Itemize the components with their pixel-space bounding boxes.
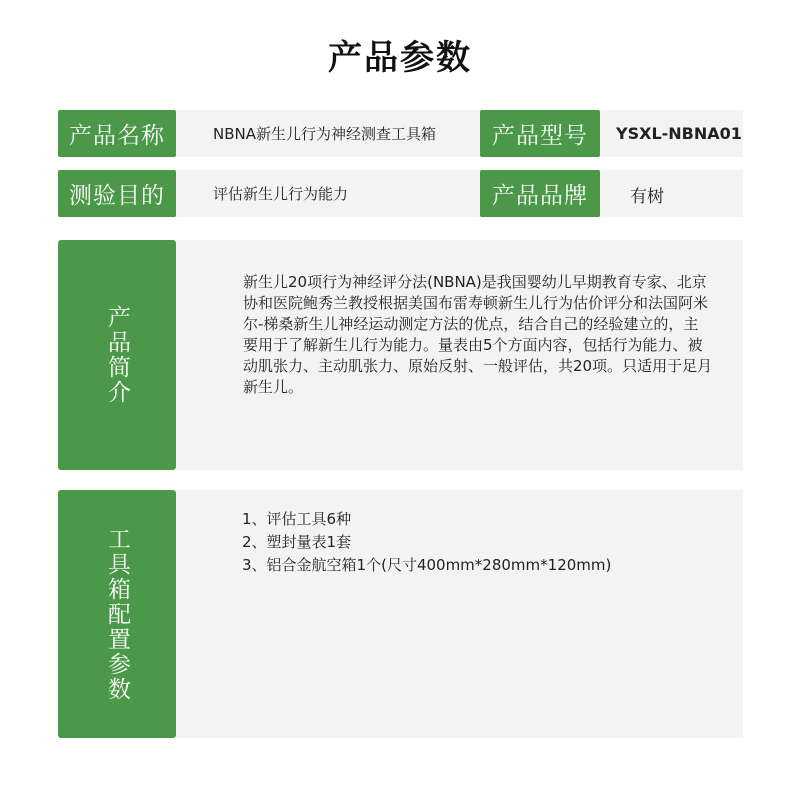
config-item: 3、铝合金航空箱1个(尺寸400mm*280mm*120mm) [242,556,612,574]
test-purpose-value: 评估新生儿行为能力 [176,170,480,217]
product-intro-text: 新生儿20项行为神经评分法(NBNA)是我国婴幼儿早期教育专家、北京协和医院鲍秀兰教授根据美国布雷寿顿新生儿行为估价评分和法国阿米尔-梯桑新生儿神经运动测定方法的优点，结合自己的经验建立的，主要用于了解新生儿行为能力。量表由5个方面内容，包括行为能力、被动肌张力、主动肌张力、原始反射、一般评估，共20项。只适用于足月新生儿。 [243,273,713,396]
test-purpose-label: 测验目的 [58,170,176,217]
product-brand-label: 产品品牌 [480,170,600,217]
config-item: 1、评估工具6种 [242,510,352,528]
page-title: 产品参数 [328,38,472,78]
config-item: 2、塑封量表1套 [242,533,352,551]
product-intro-panel [176,240,743,470]
product-brand-value: 有树 [600,170,743,217]
toolbox-config-list [242,508,611,577]
product-model-value: YSXL-NBNA01 [600,110,743,157]
toolbox-config-panel [176,490,743,738]
product-model-label: 产品型号 [480,110,600,157]
product-name-value: NBNA新生儿行为神经测查工具箱 [176,110,480,157]
product-intro-label: 产品简介 [58,240,176,470]
toolbox-config-label: 工具箱配置参数 [58,490,176,738]
product-name-label: 产品名称 [58,110,176,157]
